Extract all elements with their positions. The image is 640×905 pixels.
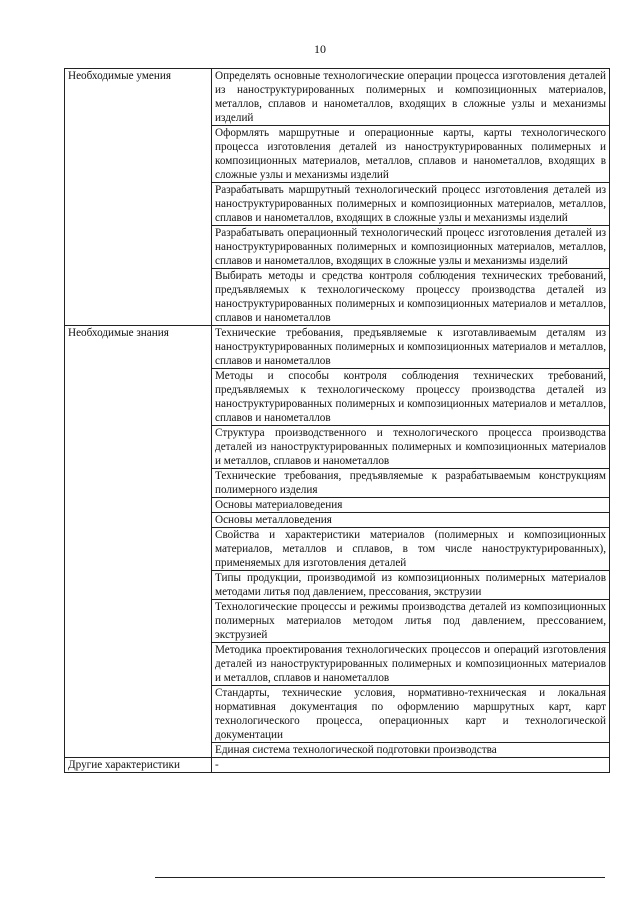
knowledge-item: Технические требования, предъявляемые к разрабатываемым конструкциям полимерного изделия — [212, 469, 610, 498]
skill-item: Разрабатывать маршрутный технологический процесс изготовления деталей из наноструктурированных полимерных и композиционных материалов, металлов, сплавов и нанометаллов, входящих в сложные узлы и механизмы изделий — [212, 183, 610, 226]
knowledge-item: Структура производственного и технологического процесса производства деталей из наноструктурированных полимерных и композиционных материалов и металлов, сплавов и нанометаллов — [212, 426, 610, 469]
page-number: 10 — [314, 42, 326, 56]
section-label-knowledge: Необходимые знания — [65, 326, 212, 758]
skill-item: Выбирать методы и средства контроля соблюдения технических требований, предъявляемых к технологическому процессу производства деталей из наноструктурированных полимерных и композиционных материалов и металлов, сплавов и нанометаллов — [212, 269, 610, 326]
requirements-table — [64, 68, 610, 773]
knowledge-item: Единая система технологической подготовки производства — [212, 743, 610, 758]
knowledge-item: Типы продукции, производимой из композиционных полимерных материалов методами литья под давлением, прессования, экструзии — [212, 571, 610, 600]
knowledge-item: Свойства и характеристики материалов (полимерных и композиционных материалов, металлов и сплавов, в том числе наноструктурированных), применяемых для изготовления деталей — [212, 528, 610, 571]
other-item: - — [212, 758, 610, 773]
knowledge-item: Основы материаловедения — [212, 498, 610, 513]
section-label-other: Другие характеристики — [65, 758, 212, 773]
knowledge-item: Методы и способы контроля соблюдения технических требований, предъявляемых к технологическому процессу производства деталей из наноструктурированных полимерных и композиционных материалов и металлов, сплавов и нанометаллов — [212, 369, 610, 426]
table-row — [65, 326, 610, 369]
knowledge-item: Основы металловедения — [212, 513, 610, 528]
table-row — [65, 758, 610, 773]
knowledge-item: Методика проектирования технологических процессов и операций изготовления деталей из наноструктурированных полимерных и композиционных материалов и металлов, сплавов и нанометаллов — [212, 643, 610, 686]
section-label-skills: Необходимые умения — [65, 69, 212, 326]
table-row — [65, 69, 610, 126]
bottom-divider — [155, 877, 605, 878]
skill-item: Разрабатывать операционный технологический процесс изготовления деталей из наноструктурированных полимерных и композиционных материалов, металлов, сплавов и нанометаллов, входящих в сложные узлы и механизмы изделий — [212, 226, 610, 269]
knowledge-item: Технологические процессы и режимы производства деталей из композиционных полимерных материалов методом литья под давлением, прессованием, экструзией — [212, 600, 610, 643]
skill-item: Определять основные технологические операции процесса изготовления деталей из наноструктурированных полимерных и композиционных материалов, металлов, сплавов и нанометаллов, входящих в сложные узлы и механизмы изделий — [212, 69, 610, 126]
skill-item: Оформлять маршрутные и операционные карты, карты технологического процесса изготовления деталей из наноструктурированных полимерных и композиционных материалов, металлов, сплавов и нанометаллов, входящих в сложные узлы и механизмы изделий — [212, 126, 610, 183]
knowledge-item: Технические требования, предъявляемые к изготавливаемым деталям из наноструктурированных полимерных и композиционных материалов и металлов, сплавов и нанометаллов — [212, 326, 610, 369]
knowledge-item: Стандарты, технические условия, нормативно-техническая и локальная нормативная документация по оформлению маршрутных карт, карт технологического процесса, операционных карт и технологической документации — [212, 686, 610, 743]
